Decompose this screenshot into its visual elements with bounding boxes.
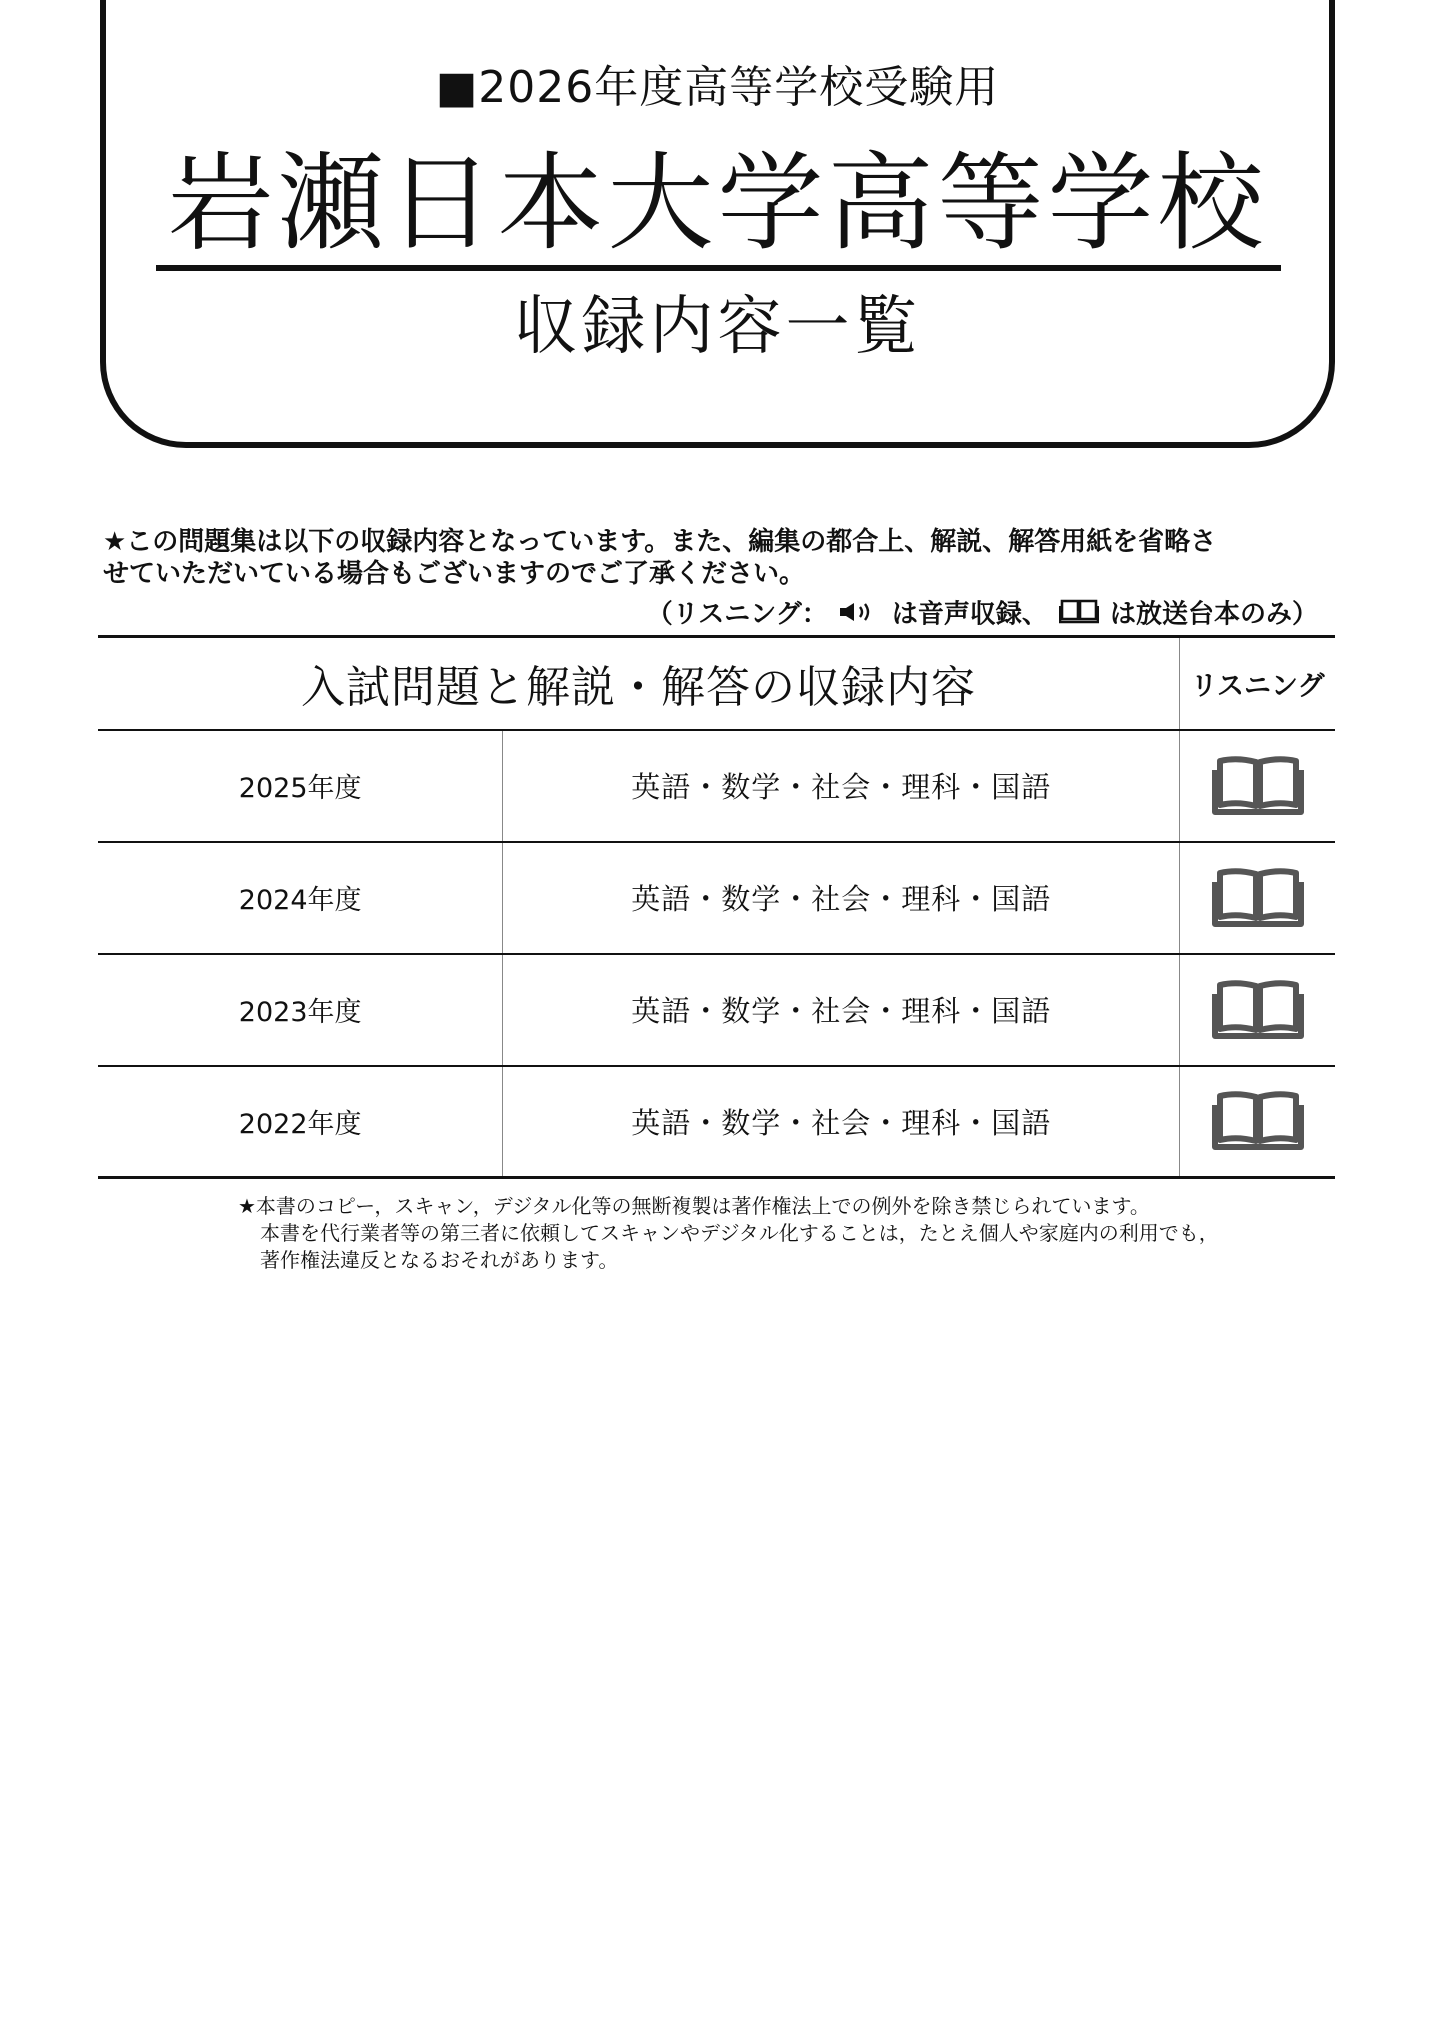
year-cell: 2024年度 [98,842,503,954]
table-row [98,954,1335,1066]
contents-table [98,635,1335,1179]
copyright-line-1: ★本書のコピー，スキャン，デジタル化等の無断複製は著作権法上での例外を除き禁じられています。 [238,1194,1150,1218]
copyright-line-3: 著作権法違反となるおそれがあります。 [260,1248,619,1272]
year-cell: 2025年度 [98,730,503,842]
subjects-cell: 英語・数学・社会・理科・国語 [503,842,1180,954]
speaker-icon [839,599,881,631]
copyright-notice [238,1193,1328,1274]
book-icon [1212,868,1304,928]
contents-list-title: 収録内容一覧 [513,290,922,364]
book-icon [1212,756,1304,816]
edition-label: ■2026年度高等学校受験用 [435,62,1000,113]
legend-book-text: は放送台本のみ） [1109,599,1318,630]
book-icon [1059,598,1099,632]
book-icon [1212,1091,1304,1151]
title-box [100,0,1335,448]
listening-legend [0,598,1318,632]
notice-line-1: ★この問題集は以下の収録内容となっています。また、編集の都合上、解説、解答用紙を省略さ [103,527,1217,557]
title-underline [156,265,1281,271]
table-row [98,730,1335,842]
year-cell: 2023年度 [98,954,503,1066]
table-row [98,1066,1335,1178]
table-header-row [98,637,1335,730]
subjects-cell: 英語・数学・社会・理科・国語 [503,1066,1180,1178]
listening-cell [1180,730,1335,842]
listening-cell [1180,842,1335,954]
school-name: 岩瀬日本大学高等学校 [167,142,1268,265]
table-row [98,842,1335,954]
listening-cell [1180,954,1335,1066]
listening-cell [1180,1066,1335,1178]
subjects-cell: 英語・数学・社会・理科・国語 [503,730,1180,842]
header-contents: 入試問題と解説・解答の収録内容 [98,637,1180,730]
notice-text [103,526,1343,590]
year-cell: 2022年度 [98,1066,503,1178]
subjects-cell: 英語・数学・社会・理科・国語 [503,954,1180,1066]
notice-line-2: せていただいている場合もございますのでご了承ください。 [103,559,806,589]
legend-audio-text: は音声収録、 [891,599,1048,630]
header-listening: リスニング [1180,637,1335,730]
legend-prefix: （リスニング： [646,599,828,630]
book-icon [1212,980,1304,1040]
copyright-line-2: 本書を代行業者等の第三者に依頼してスキャンやデジタル化することは，たとえ個人や家庭内の利用でも， [260,1221,1219,1245]
